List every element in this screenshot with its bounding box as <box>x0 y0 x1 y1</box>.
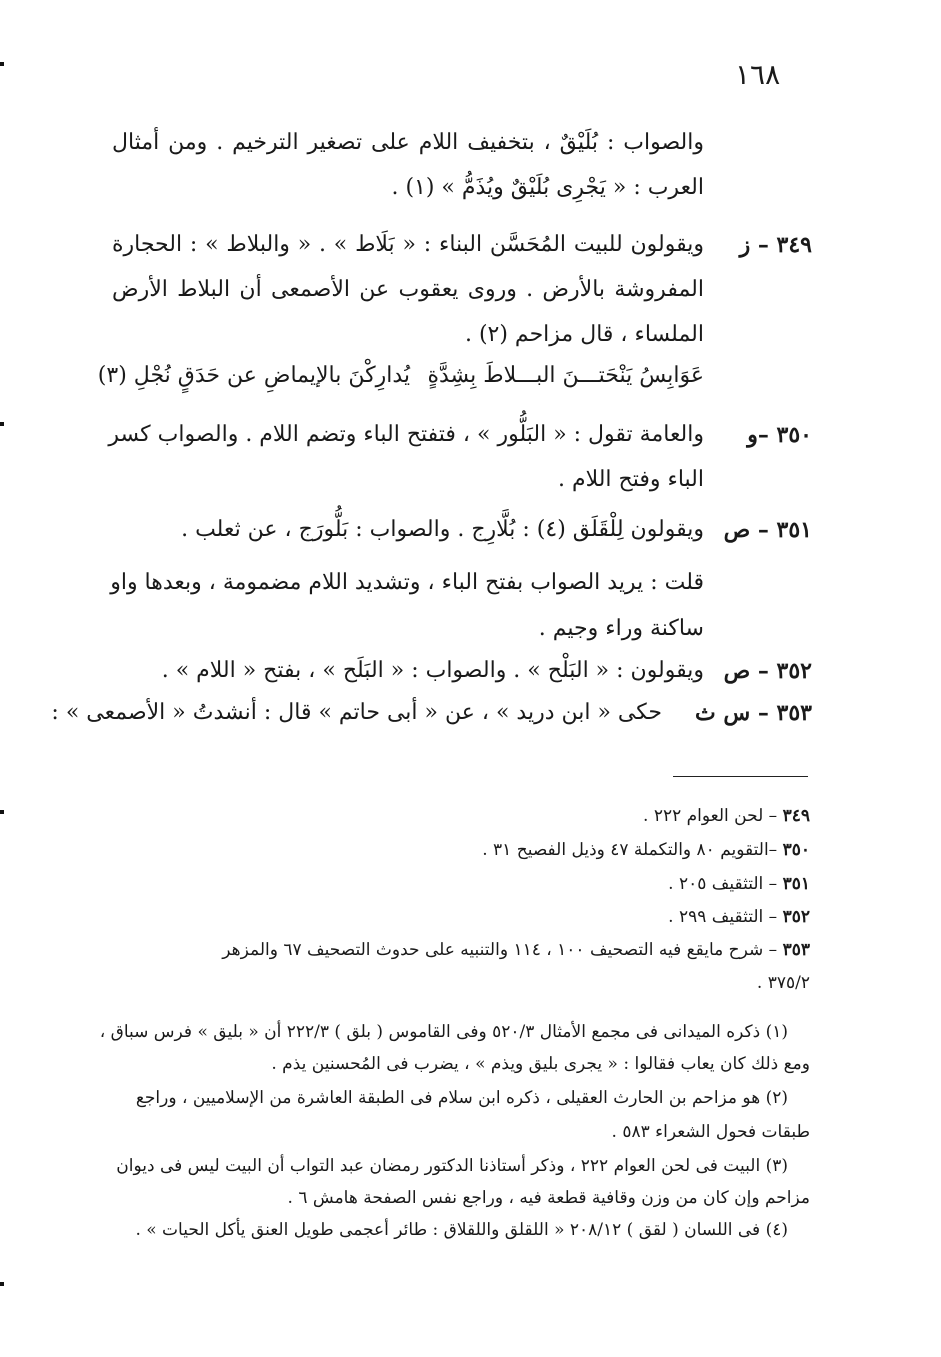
verse-hemistich-1: عَوَابِسُ يَنْحَتـــنَ البـــلاطَ بِشِدَّةٍ <box>427 363 704 388</box>
source-line <box>482 840 810 860</box>
scan-mark <box>0 810 4 814</box>
footnote-3-cont: مزاحم وإن كان من وزن وقافية قطعة فيه ، وراجع نفس الصفحة هامش ٦ . <box>287 1188 810 1208</box>
source-text: – التثقيف ٢٠٥ . <box>668 874 778 894</box>
scan-mark <box>0 1282 4 1286</box>
scan-mark <box>0 422 4 426</box>
text-line: الملساء ، قال مزاحم (٢) . <box>464 322 704 347</box>
source-line <box>112 940 810 960</box>
source-text: – التثقيف ٢٩٩ . <box>668 907 778 927</box>
text-line: والصواب : بُلَيْقٌ ، بتخفيف اللام على تصغير الترخيم . ومن أمثال <box>112 130 704 155</box>
text-line: الباء وفتح اللام . <box>557 467 704 492</box>
source-number: ٣٥٣ <box>782 940 810 960</box>
source-number: ٣٥٢ <box>782 907 810 927</box>
text-line: ويقولون لِلْقَلَق (٤) : بُلَّارِج . والصواب : بَلُّورَج ، عن ثعلب . <box>181 517 704 542</box>
text-line: قلت : يريد الصواب بفتح الباء ، وتشديد اللام مضمومة ، وبعدها واو <box>110 570 704 595</box>
entry-number-352: ٣٥٢ – ص <box>723 658 812 684</box>
source-text: –التقويم ٨٠ والتكملة ٤٧ وذيل الفصيح ٣١ . <box>482 840 778 860</box>
scan-mark <box>0 62 4 66</box>
verse-hemistich-2: يُدارِكْنَ بالإيماضِ عن حَدَقٍ نُجْلِ (٣) <box>97 363 410 388</box>
footnote-2: (٢) هو مزاحم بن الحارث العقيلى ، ذكره ابن سلام فى الطبقة العاشرة من الإسلاميين ، وراجع <box>135 1088 788 1108</box>
footnote-4: (٤) فى اللسان ( لقق ) ٢٠٨/١٢ « اللقلق واللقلاق : طائر أعجمى طويل العنق يأكل الحيات » . <box>135 1220 788 1240</box>
text-line: والعامة تقول : « البَلُّور » ، فتفتح الباء وتضم اللام . والصواب كسر <box>108 422 704 447</box>
entry-number-353: ٣٥٣ – س ث <box>695 700 812 726</box>
footnote-3: (٣) البيت فى لحن العوام ٢٢٢ ، وذكر أستاذنا الدكتور رمضان عبد التواب أن البيت ليس فى ديوان <box>116 1156 788 1176</box>
entry-number-350: ٣٥٠ –و <box>747 422 812 448</box>
footnote-1-cont: ومع ذلك كان يعاب فقالوا : « يجرى بليق ويذم » ، يضرب فى المُحسنين يذم . <box>271 1054 810 1074</box>
footnote-2-cont: طبقات فحول الشعراء ٥٨٣ . <box>611 1122 810 1142</box>
text-line: حكى « ابن دريد » ، عن « أبى حاتم » قال : أنشدتُ « الأصمعى » : <box>51 700 662 725</box>
source-text: – شرح مايقع فيه التصحيف ١٠٠ ، ١١٤ والتنبيه على حدوث التصحيف ٦٧ والمزهر <box>222 940 778 960</box>
entry-number-349: ٣٤٩ – ز <box>739 232 812 258</box>
text-line: العرب : « يَجْرِى بُلَيْقٌ ويُذَمُّ » (١) . <box>391 175 704 200</box>
page-number: ١٦٨ <box>735 58 781 91</box>
source-number: ٣٥٠ <box>782 840 810 860</box>
source-line <box>643 806 810 826</box>
text-line: ساكنة وراء وجيم . <box>538 616 704 641</box>
source-line-cont: ٣٧٥/٢ . <box>756 973 810 993</box>
entry-number-351: ٣٥١ – ص <box>723 517 812 543</box>
source-line <box>668 907 810 927</box>
footnote-divider <box>673 776 808 777</box>
text-line: ويقولون : « البَلْح » . والصواب : « البَلَح » ، بفتح « اللام » . <box>161 658 704 683</box>
source-line <box>668 874 810 894</box>
source-number: ٣٤٩ <box>782 806 810 826</box>
text-line: المفروشة بالأرض . وروى يعقوب عن الأصمعى أن البلاط الأرض <box>112 277 704 302</box>
footnote-1: (١) ذكره الميدانى فى مجمع الأمثال ٥٢٠/٣ وفى القاموس ( بلق ) ٢٢٢/٣ أن « بليق » فرس سباق ، <box>99 1022 788 1042</box>
source-number: ٣٥١ <box>782 874 810 894</box>
source-text: – لحن العوام ٢٢٢ . <box>643 806 778 826</box>
text-line: ويقولون للبيت المُحَسَّن البناء : « بَلَاط » . « والبلاط » : الحجارة <box>112 232 704 257</box>
